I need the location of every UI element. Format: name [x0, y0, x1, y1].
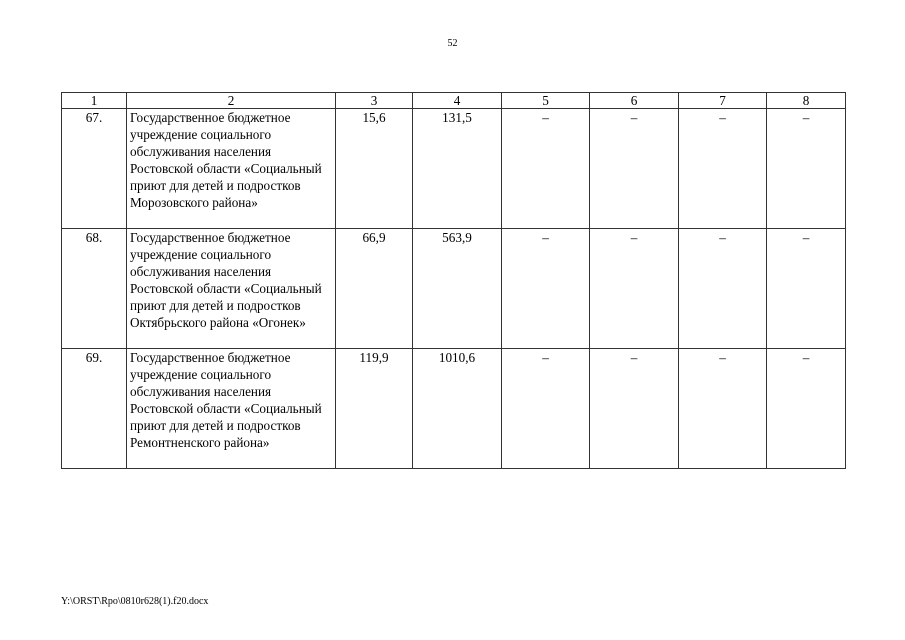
col-5-value: – [502, 349, 590, 469]
institution-name: Государственное бюджетное учреждение социального обслуживания населения Ростовской области «Социальный приют для детей и подростков Октябрьского района «Огонек» [127, 229, 336, 349]
data-table [61, 92, 846, 469]
col-5-value: – [502, 109, 590, 229]
table-row [62, 229, 846, 349]
row-number: 67. [62, 109, 127, 229]
page-number: 52 [447, 38, 458, 49]
header-cell-8: 8 [767, 93, 846, 109]
col-8-value: – [767, 349, 846, 469]
header-row [62, 93, 846, 109]
col-6-value: – [590, 109, 679, 229]
header-cell-3: 3 [336, 93, 413, 109]
header-cell-7: 7 [679, 93, 767, 109]
header-cell-2: 2 [127, 93, 336, 109]
file-path-footer: Y:\ORST\Rpo\0810r628(1).f20.docx [61, 596, 209, 607]
header-cell-5: 5 [502, 93, 590, 109]
header-cell-1: 1 [62, 93, 127, 109]
table-row [62, 109, 846, 229]
col-4-value: 131,5 [413, 109, 502, 229]
col-4-value: 563,9 [413, 229, 502, 349]
col-5-value: – [502, 229, 590, 349]
col-8-value: – [767, 229, 846, 349]
col-8-value: – [767, 109, 846, 229]
col-3-value: 119,9 [336, 349, 413, 469]
col-6-value: – [590, 349, 679, 469]
col-7-value: – [679, 349, 767, 469]
table-row [62, 349, 846, 469]
institution-name: Государственное бюджетное учреждение социального обслуживания населения Ростовской области «Социальный приют для детей и подростков Морозовского района» [127, 109, 336, 229]
col-3-value: 15,6 [336, 109, 413, 229]
header-cell-6: 6 [590, 93, 679, 109]
header-cell-4: 4 [413, 93, 502, 109]
col-7-value: – [679, 229, 767, 349]
col-3-value: 66,9 [336, 229, 413, 349]
col-6-value: – [590, 229, 679, 349]
col-7-value: – [679, 109, 767, 229]
institution-name: Государственное бюджетное учреждение социального обслуживания населения Ростовской области «Социальный приют для детей и подростков Ремонтненского района» [127, 349, 336, 469]
col-4-value: 1010,6 [413, 349, 502, 469]
row-number: 68. [62, 229, 127, 349]
row-number: 69. [62, 349, 127, 469]
